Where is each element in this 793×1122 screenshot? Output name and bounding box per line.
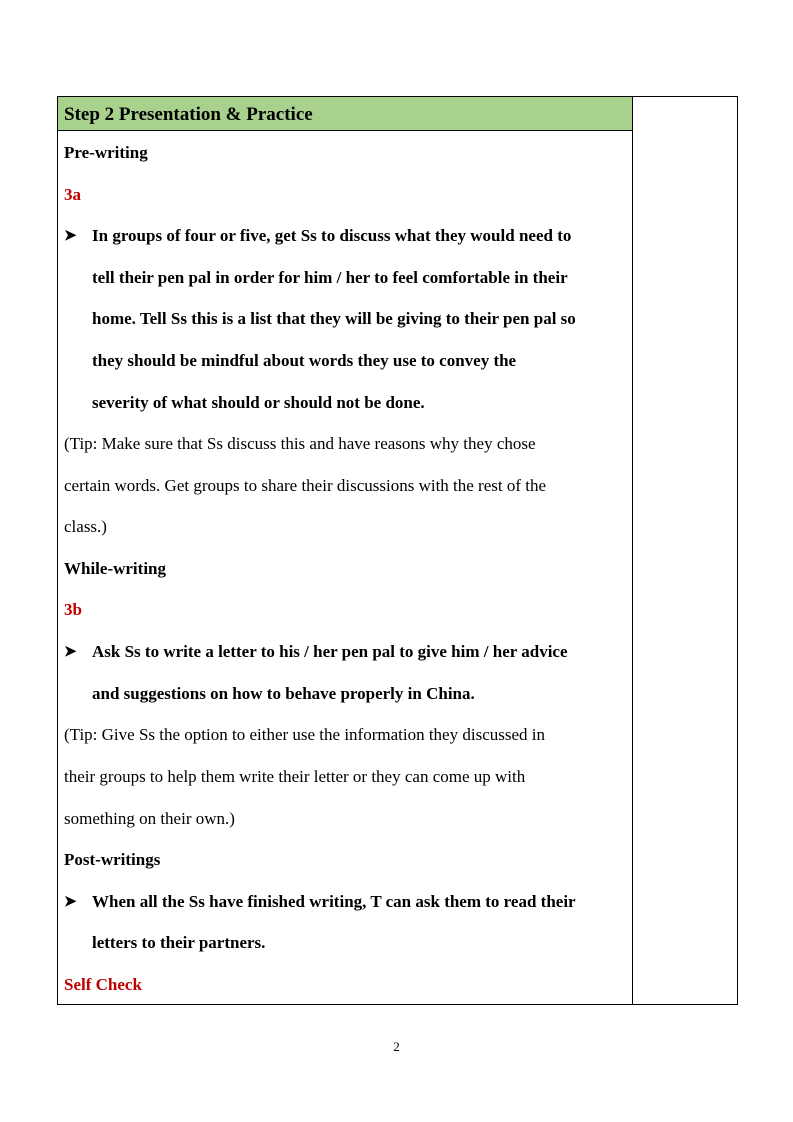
while-writing-tip-line: their groups to help them write their letter or they can come up with — [64, 767, 526, 786]
label-3a: 3a — [64, 185, 81, 204]
arrow-bullet-icon: ➤ — [64, 644, 77, 660]
pre-writing-tip-line: certain words. Get groups to share their discussions with the rest of the — [64, 476, 547, 495]
post-writing-bullet-line: When all the Ss have finished writing, T can ask them to read their — [92, 892, 576, 911]
pre-writing-bullet-line: home. Tell Ss this is a list that they will be giving to their pen pal so — [92, 309, 576, 328]
section-title: Step 2 Presentation & Practice — [64, 104, 313, 125]
arrow-bullet-icon: ➤ — [64, 228, 77, 244]
pre-writing-tip-line: (Tip: Make sure that Ss discuss this and have reasons why they chose — [64, 434, 536, 453]
while-writing-tip-line: (Tip: Give Ss the option to either use the information they discussed in — [64, 725, 545, 744]
arrow-bullet-icon: ➤ — [64, 894, 77, 910]
page-number: 2 — [393, 1039, 400, 1054]
pre-writing-heading: Pre-writing — [64, 143, 148, 162]
while-writing-tip-line: something on their own.) — [64, 809, 235, 828]
while-writing-heading: While-writing — [64, 559, 166, 578]
pre-writing-bullet-line: In groups of four or five, get Ss to discuss what they would need to — [92, 226, 572, 245]
while-writing-bullet-line: and suggestions on how to behave properly in China. — [92, 684, 475, 703]
while-writing-bullet-line: Ask Ss to write a letter to his / her pen pal to give him / her advice — [92, 642, 568, 661]
column-divider — [632, 97, 633, 1004]
pre-writing-bullet-line: they should be mindful about words they use to convey the — [92, 351, 517, 370]
pre-writing-tip-line: class.) — [64, 517, 107, 536]
label-3b: 3b — [64, 600, 82, 619]
post-writing-bullet-line: letters to their partners. — [92, 933, 266, 952]
self-check-heading: Self Check — [64, 975, 142, 994]
section-header — [58, 97, 632, 131]
pre-writing-bullet-line: severity of what should or should not be done. — [92, 393, 425, 412]
post-writing-heading: Post-writings — [64, 850, 161, 869]
pre-writing-bullet-line: tell their pen pal in order for him / her to feel comfortable in their — [92, 268, 568, 287]
